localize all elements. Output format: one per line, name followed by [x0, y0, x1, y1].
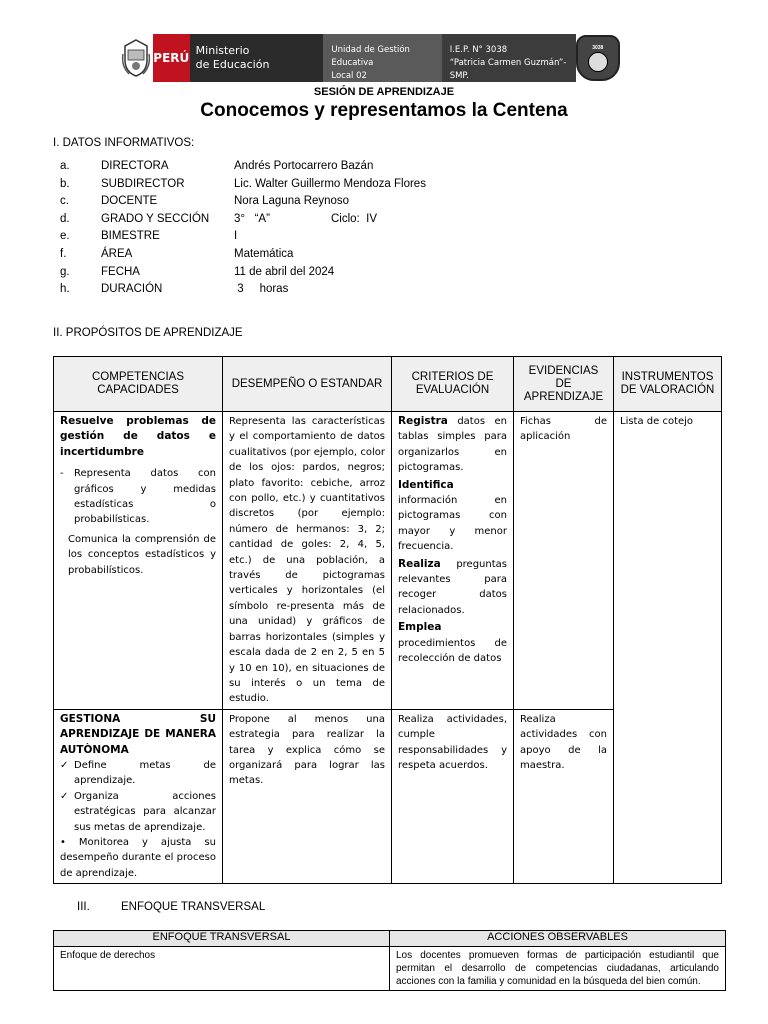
header-acciones: ACCIONES OBSERVABLES: [390, 931, 726, 947]
ministerio-line1: Ministerio: [195, 44, 250, 57]
criterio-text: datos en tablas simples para organizarlos en pictogramas.: [398, 416, 507, 474]
info-key: SUBDIRECTOR: [101, 177, 185, 190]
criterio-text: preguntas relevantes para recoger datos relacionados.: [398, 558, 507, 616]
criterio-text: información en pictogramas con mayor y menor frecuencia.: [398, 495, 507, 553]
competencia-title: GESTIONA SU APRENDIZAJE DE MANERA AUTÒNOMA: [60, 712, 216, 756]
iep-label: [442, 34, 576, 82]
competencia-title: Resuelve problemas de gestión de datos e incertidumbre: [60, 415, 216, 458]
capacidad-text: Organiza acciones estratégicas para alcanzar sus metas de aprendizaje.: [74, 790, 216, 833]
acciones-cell: Los docentes promueven formas de participación estudiantil que permitan el desarrollo de competencias ciudadanas, articulando acciones con la familia y comunidad en la búsqueda del bien común.: [390, 947, 726, 991]
propositos-table: [53, 356, 722, 884]
info-key: FECHA: [101, 265, 140, 278]
header-text: EVIDENCIAS: [528, 364, 599, 377]
header-text: COMPETENCIAS: [91, 371, 184, 383]
desempeno-text: Propone al menos una estrategia para realizar la tarea y explica cómo se organizará para lograr las metas.: [229, 713, 385, 787]
capacidad-text: Monitorea y ajusta su desempeño durante el proceso de aprendizaje.: [60, 836, 216, 879]
capacidad-text: Comunica la comprensión de los conceptos estadísticos y probabilísticos.: [68, 533, 216, 576]
info-key: DIRECTORA: [101, 160, 169, 172]
criterio-item: [398, 478, 507, 555]
evidencias-cell: [514, 412, 614, 710]
evidencias-cell: [514, 709, 614, 883]
criterios-text: Realiza actividades, cumple responsabilidades y respeta acuerdos.: [398, 713, 507, 771]
criterio-verb: Registra: [398, 415, 448, 427]
info-key: ÁREA: [101, 247, 133, 260]
section-1-heading: I. DATOS INFORMATIVOS:: [53, 137, 195, 149]
section-3-label: ENFOQUE TRANSVERSAL: [121, 901, 266, 913]
capacidad-text: Representa datos con gráficos y medidas estadísticas o probabilísticas.: [74, 468, 216, 526]
desempeno-cell: [223, 709, 392, 883]
criterio-text: procedimientos de recolección de datos: [398, 637, 507, 665]
info-letter: c.: [60, 195, 69, 208]
header-text: APRENDIZAJE: [523, 390, 604, 403]
criterio-verb: Emplea: [398, 621, 442, 634]
peru-label: PERÚ: [153, 34, 190, 82]
capacidad-item: [60, 758, 216, 789]
info-letter: e.: [60, 230, 70, 243]
header-instrumentos: [614, 357, 722, 412]
table-row: [54, 947, 726, 991]
info-value: 3 horas: [234, 283, 289, 296]
info-value: I: [234, 230, 238, 243]
desempeno-text: Representa las características y el comportamiento de datos cualitativos (por ejemplo, color de los ojos: pardos, negros; plato favorito: cebiche, arroz con pollo, etc.) y cuantitativos discretos (por ejemplo: número de hermanos: 3, 2; cantidad de goles: 2, 4, 5, etc.) de una población, a través de pictogramas verticales y horizontales (el símbolo re-presenta más de una unidad) y gráficos de barras horizontales (simples y escala dada de 2 en 2, 5 en 5 y 10 en 10), en situaciones de su interés o un tema de estudio.: [229, 416, 385, 705]
criterio-item: [398, 620, 507, 666]
info-letter: d.: [60, 212, 70, 225]
session-label: SESIÓN DE APRENDIZAJE: [313, 86, 455, 98]
capacidad-item: [60, 466, 216, 528]
table-row: [54, 412, 722, 710]
school-badge-icon: [576, 34, 621, 82]
criterios-cell: [392, 709, 514, 883]
info-value: Andrés Portocarrero Bazán: [234, 160, 374, 172]
info-key: DURACIÓN: [101, 283, 163, 296]
header-text: DE: [555, 377, 572, 390]
instrumentos-cell: [614, 412, 722, 884]
ministerio-line2: de Educación: [195, 58, 270, 71]
header-text: CRITERIOS DE: [411, 371, 494, 383]
badge-text: 3038: [592, 44, 604, 51]
check-icon: ✓: [60, 790, 69, 802]
header-text: DE VALORACIÓN: [620, 384, 715, 396]
info-value: Matemática: [234, 247, 294, 260]
header-competencias: [54, 357, 223, 412]
info-value: 3° “A”: [234, 212, 270, 225]
desempeno-cell: [223, 412, 392, 710]
bullet-icon: •: [60, 836, 66, 848]
capacidad-item: [60, 835, 216, 881]
evidencias-text: Fichas de aplicación: [520, 416, 607, 443]
enfoque-table: [53, 930, 726, 991]
check-icon: ✓: [60, 759, 69, 771]
iep-line1: I.E.P. N° 3038: [449, 45, 508, 55]
capacidad-text: Define metas de aprendizaje.: [74, 759, 216, 787]
section-3-heading: [77, 901, 266, 913]
ugel-line2: Local 02: [331, 71, 367, 81]
header-text: DESEMPEÑO O ESTANDAR: [231, 377, 383, 390]
header-criterios: [392, 357, 514, 412]
ministerio-label: [190, 34, 324, 82]
page-title: Conocemos y representamos la Centena: [200, 100, 568, 121]
iep-line2: “Patricia Carmen Guzmán”-SMP.: [449, 58, 567, 81]
info-key: GRADO Y SECCIÓN: [101, 212, 210, 225]
header-evidencias: [514, 357, 614, 412]
info-value: Lic. Walter Guillermo Mendoza Flores: [234, 177, 426, 190]
info-letter: g.: [60, 265, 70, 278]
info-letter: h.: [60, 283, 70, 296]
header-text: EVALUACIÓN: [415, 384, 490, 396]
competencia-cell: [54, 412, 223, 710]
criterio-item: [398, 557, 507, 619]
evidencias-text: Realiza actividades con apoyo de la maestra.: [520, 713, 607, 771]
header-text: CAPACIDADES: [97, 384, 179, 396]
header-banner: [120, 34, 620, 82]
header-enfoque: ENFOQUE TRANSVERSAL: [54, 931, 390, 947]
enfoque-cell: Enfoque de derechos: [54, 947, 390, 991]
info-ciclo: Ciclo: IV: [331, 212, 378, 225]
criterio-verb: Realiza: [398, 557, 441, 570]
info-key: DOCENTE: [101, 195, 158, 208]
info-letter: a.: [60, 160, 70, 172]
ugel-line1: Unidad de Gestión Educativa: [331, 45, 410, 68]
table-header-row: [54, 931, 726, 947]
competencia-cell: [54, 709, 223, 883]
section-2-heading: II. PROPÓSITOS DE APRENDIZAJE: [53, 327, 243, 339]
ugel-label: [323, 34, 441, 82]
criterio-item: [398, 414, 507, 476]
badge-emblem: [588, 52, 608, 72]
info-letter: b.: [60, 177, 70, 190]
section-3-number: III.: [77, 901, 90, 913]
criterio-verb: Identifica: [398, 478, 454, 491]
coat-of-arms-icon: [120, 34, 153, 82]
info-key: BIMESTRE: [101, 230, 160, 243]
info-letter: f.: [60, 247, 67, 260]
capacidad-item: [60, 789, 216, 835]
criterios-cell: [392, 412, 514, 710]
instrumentos-text: Lista de cotejo: [620, 416, 694, 427]
table-header-row: [54, 357, 722, 412]
info-value: Nora Laguna Reynoso: [234, 195, 350, 208]
header-desempeno: [223, 357, 392, 412]
info-value: 11 de abril del 2024: [234, 265, 335, 278]
header-text: INSTRUMENTOS: [621, 371, 714, 383]
dash-marker: -: [60, 468, 64, 480]
